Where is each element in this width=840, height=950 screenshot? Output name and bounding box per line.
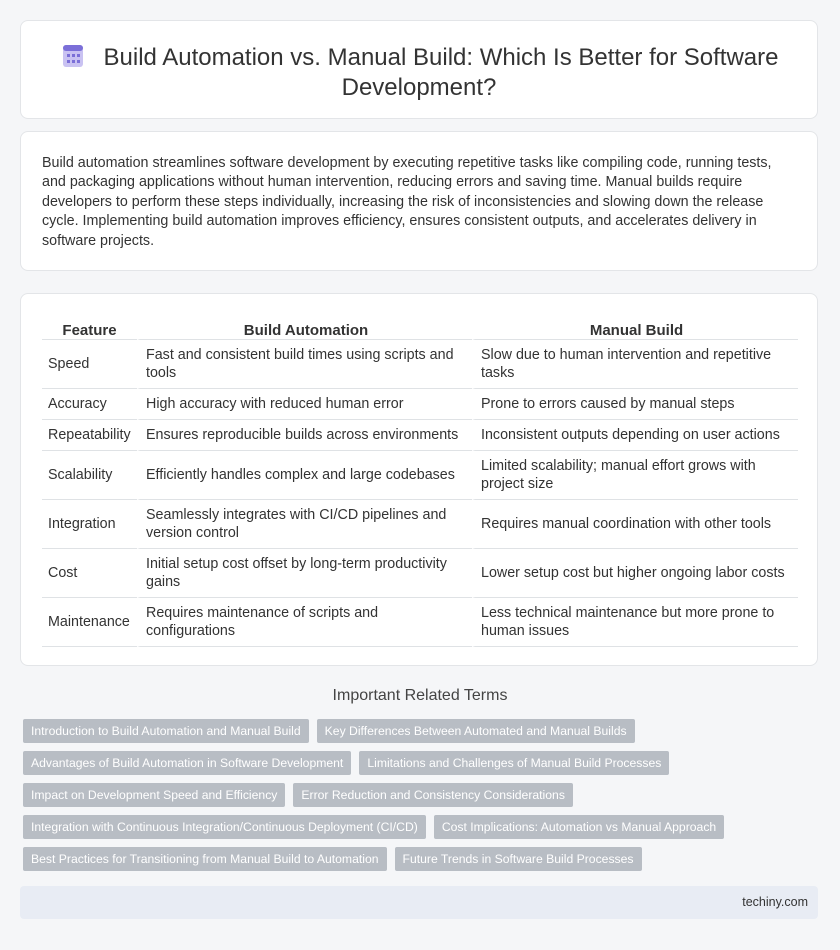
table-row [42,549,798,598]
related-term-tag[interactable]: Error Reduction and Consistency Considerations [293,783,573,807]
table-row [42,389,798,420]
page-title-container [21,43,817,103]
column-header-build-automation: Build Automation [137,314,472,340]
related-terms-heading: Important Related Terms [332,687,508,704]
table-cell-manual: Less technical maintenance but more prone to human issues [472,598,798,647]
table-cell-manual: Slow due to human intervention and repetitive tasks [472,340,798,389]
table-row [42,451,798,500]
table-cell-feature: Speed [42,340,137,389]
table-cell-manual: Limited scalability; manual effort grows with project size [472,451,798,500]
related-term-tag[interactable]: Future Trends in Software Build Processes [395,847,642,871]
related-term-tag[interactable]: Introduction to Build Automation and Manual Build [23,719,309,743]
table-cell-manual: Lower setup cost but higher ongoing labor costs [472,549,798,598]
table-cell-feature: Maintenance [42,598,137,647]
tag-row [23,847,823,871]
table-cell-manual: Inconsistent outputs depending on user actions [472,420,798,451]
tag-row [23,815,823,839]
tag-row [23,783,823,807]
comparison-table [42,314,798,647]
table-header-row [42,314,798,340]
related-term-tag[interactable]: Impact on Development Speed and Efficiency [23,783,285,807]
table-cell-automation: Requires maintenance of scripts and configurations [137,598,472,647]
related-term-tag[interactable]: Cost Implications: Automation vs Manual Approach [434,815,724,839]
header-card [20,20,818,119]
table-cell-automation: Seamlessly integrates with CI/CD pipelines and version control [137,500,472,549]
table-cell-manual: Requires manual coordination with other tools [472,500,798,549]
table-cell-manual: Prone to errors caused by manual steps [472,389,798,420]
table-cell-feature: Cost [42,549,137,598]
related-term-tag[interactable]: Advantages of Build Automation in Software Development [23,751,351,775]
related-term-tag[interactable]: Best Practices for Transitioning from Manual Build to Automation [23,847,387,871]
table-row [42,500,798,549]
table-cell-feature: Repeatability [42,420,137,451]
related-term-tag[interactable]: Limitations and Challenges of Manual Build Processes [359,751,669,775]
tag-row [23,719,823,743]
table-row [42,598,798,647]
intro-paragraph: Build automation streamlines software development by executing repetitive tasks like compiling code, running tests, and packaging applications without human intervention, reducing errors and saving time. Manual builds require developers to perform these steps individually, increasing the risk of inconsistencies and slowing down the release cycle. Implementing build automation improves efficiency, ensures consistent outputs, and accelerates delivery in software projects. [42,155,772,249]
table-cell-automation: Ensures reproducible builds across environments [137,420,472,451]
table-cell-automation: Efficiently handles complex and large codebases [137,451,472,500]
related-term-tag[interactable]: Integration with Continuous Integration/Continuous Deployment (CI/CD) [23,815,426,839]
document-grid-icon [60,43,86,69]
table-cell-feature: Accuracy [42,389,137,420]
column-header-manual-build: Manual Build [472,314,798,340]
column-header-feature: Feature [42,314,137,340]
page-title: Build Automation vs. Manual Build: Which Is Better for Software Development? [103,44,779,101]
comparison-card [20,293,818,666]
table-row [42,340,798,389]
table-cell-feature: Integration [42,500,137,549]
table-cell-feature: Scalability [42,451,137,500]
footer-bar [20,886,818,919]
related-term-tag[interactable]: Key Differences Between Automated and Manual Builds [317,719,635,743]
tag-row [23,751,823,775]
table-cell-automation: Initial setup cost offset by long-term productivity gains [137,549,472,598]
table-cell-automation: High accuracy with reduced human error [137,389,472,420]
intro-card [20,131,818,271]
table-cell-automation: Fast and consistent build times using scripts and tools [137,340,472,389]
related-terms-list [23,719,823,879]
table-row [42,420,798,451]
footer-site-link[interactable]: techiny.com [742,895,808,909]
